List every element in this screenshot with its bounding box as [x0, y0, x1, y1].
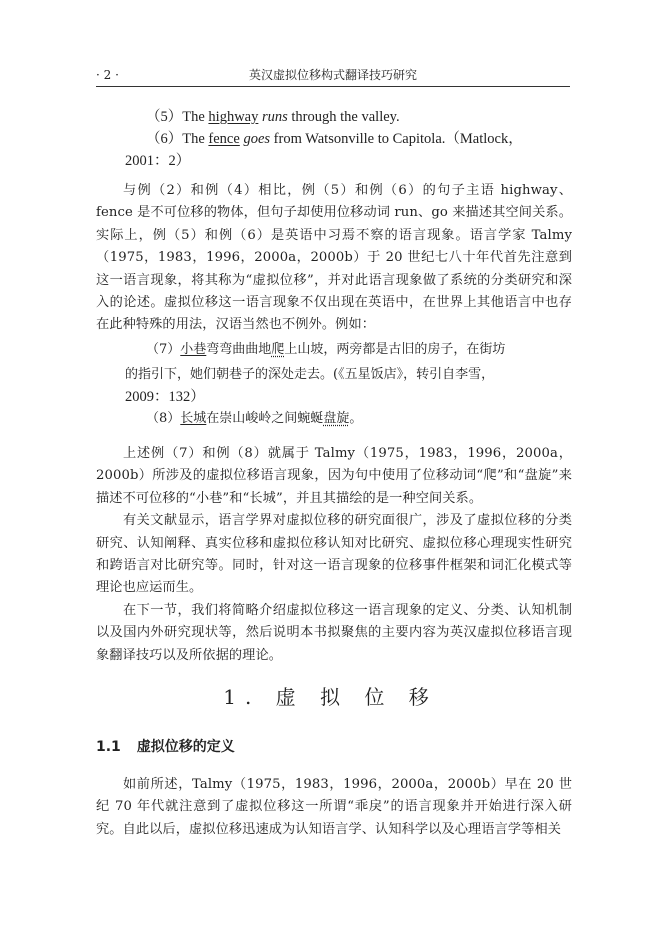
example-text: from Watsonville to Capitola.（Matlock，: [270, 131, 523, 147]
subsection-number: 1.1: [96, 739, 121, 755]
example-number: （6）: [146, 131, 183, 147]
running-title: 英汉虚拟位移构式翻译技巧研究: [248, 68, 417, 82]
example-text: through the valley.: [287, 109, 400, 125]
example-5: [146, 106, 400, 128]
paragraph-discussion: [96, 443, 572, 667]
example-text: 在崇山峻岭之间蜿蜒: [206, 411, 324, 426]
example-7-citation: 2009：132）: [125, 389, 205, 405]
paragraph-text: 有关文献显示，语言学界对虚拟位移的研究面很广，涉及了虚拟位移的分类研究、认知阐释、真实位移和虚拟位移认知对比研究、虚拟位移心理现实性研究和跨语言对比研究等。同时，针对这一语言现象的位移事件框架和词汇化模式等理论也应运而生。: [96, 513, 572, 596]
example-verb: 爬: [271, 342, 285, 357]
example-text: The: [182, 109, 209, 125]
example-text: The: [182, 131, 209, 147]
example-number: （7）: [146, 342, 181, 357]
paragraph-definition: [96, 774, 572, 841]
example-text: 。: [349, 411, 363, 426]
example-subject: 长城: [180, 411, 207, 426]
example-8: [146, 408, 362, 430]
example-verb: runs: [261, 109, 288, 125]
example-text: 上山坡，两旁都是古旧的房子，在街坊: [284, 342, 506, 357]
paragraph-text: 上述例（7）和例（8）就属于 Talmy（1975，1983，1996，2000a，2000b）所涉及的虚拟位移语言现象，因为句中使用了位移动词“爬”和“盘旋”来描述不可位移的“小巷”和“长城”，并且其描绘的是一种空间关系。: [96, 446, 572, 506]
example-verb: 盘旋: [323, 411, 350, 426]
paragraph-text: 与例（2）和例（4）相比，例（5）和例（6）的句子主语 highway、fence 是不可位移的物体，但句子却使用位移动词 run、go 来描述其空间关系。实际上，例（5）和例（6）是英语中习焉不察的语言现象。语言学家 Talmy（1975，1983，1996，2000a，2000b）于 20 世纪七八十年代首先注意到这一语言现象，将其称为“虚拟位移”，并对此语言现象做了系统的分类研究和深入的论述。虚拟位移这一语言现象不仅出现在英语中，在世界上其他语言中也存在此种特殊的用法，汉语当然也不例外。例如：: [96, 183, 572, 333]
paragraph-text: 在下一节，我们将简略介绍虚拟位移这一语言现象的定义、分类、认知机制以及国内外研究现状等，然后说明本书拟聚焦的主要内容为英汉虚拟位移语言现象翻译技巧以及所依据的理论。: [96, 602, 572, 663]
running-header: [96, 66, 570, 87]
paragraph-text: 如前所述，Talmy（1975，1983，1996，2000a，2000b）早在 20 世纪 70 年代就注意到了虚拟位移这一所谓“乖戾”的语言现象并开始进行深入研究。自此以后，虚拟位移迅速成为认知语言学、认知科学以及心理语言学等相关: [96, 777, 572, 837]
subsection-heading: [96, 736, 235, 758]
example-number: （5）: [146, 109, 183, 125]
example-subject: 小巷: [180, 342, 207, 357]
example-7: [146, 339, 505, 361]
paragraph-intro: [96, 180, 572, 337]
example-7-line-2: 的指引下，她们朝巷子的深处走去。(《五星饭店》，转引自李雪，: [125, 367, 495, 382]
example-number: （8）: [146, 411, 181, 426]
example-6: [146, 128, 523, 150]
example-subject: fence: [208, 131, 240, 147]
subsection-title: 虚拟位移的定义: [136, 739, 235, 755]
section-title: 1. 虚 拟 位 移: [223, 685, 438, 709]
example-text: 弯弯曲曲地: [206, 342, 272, 357]
example-subject: highway: [208, 109, 259, 125]
example-6-citation: 2001：2）: [125, 153, 191, 169]
example-verb: goes: [243, 131, 271, 147]
page-number: · 2 ·: [96, 68, 119, 82]
